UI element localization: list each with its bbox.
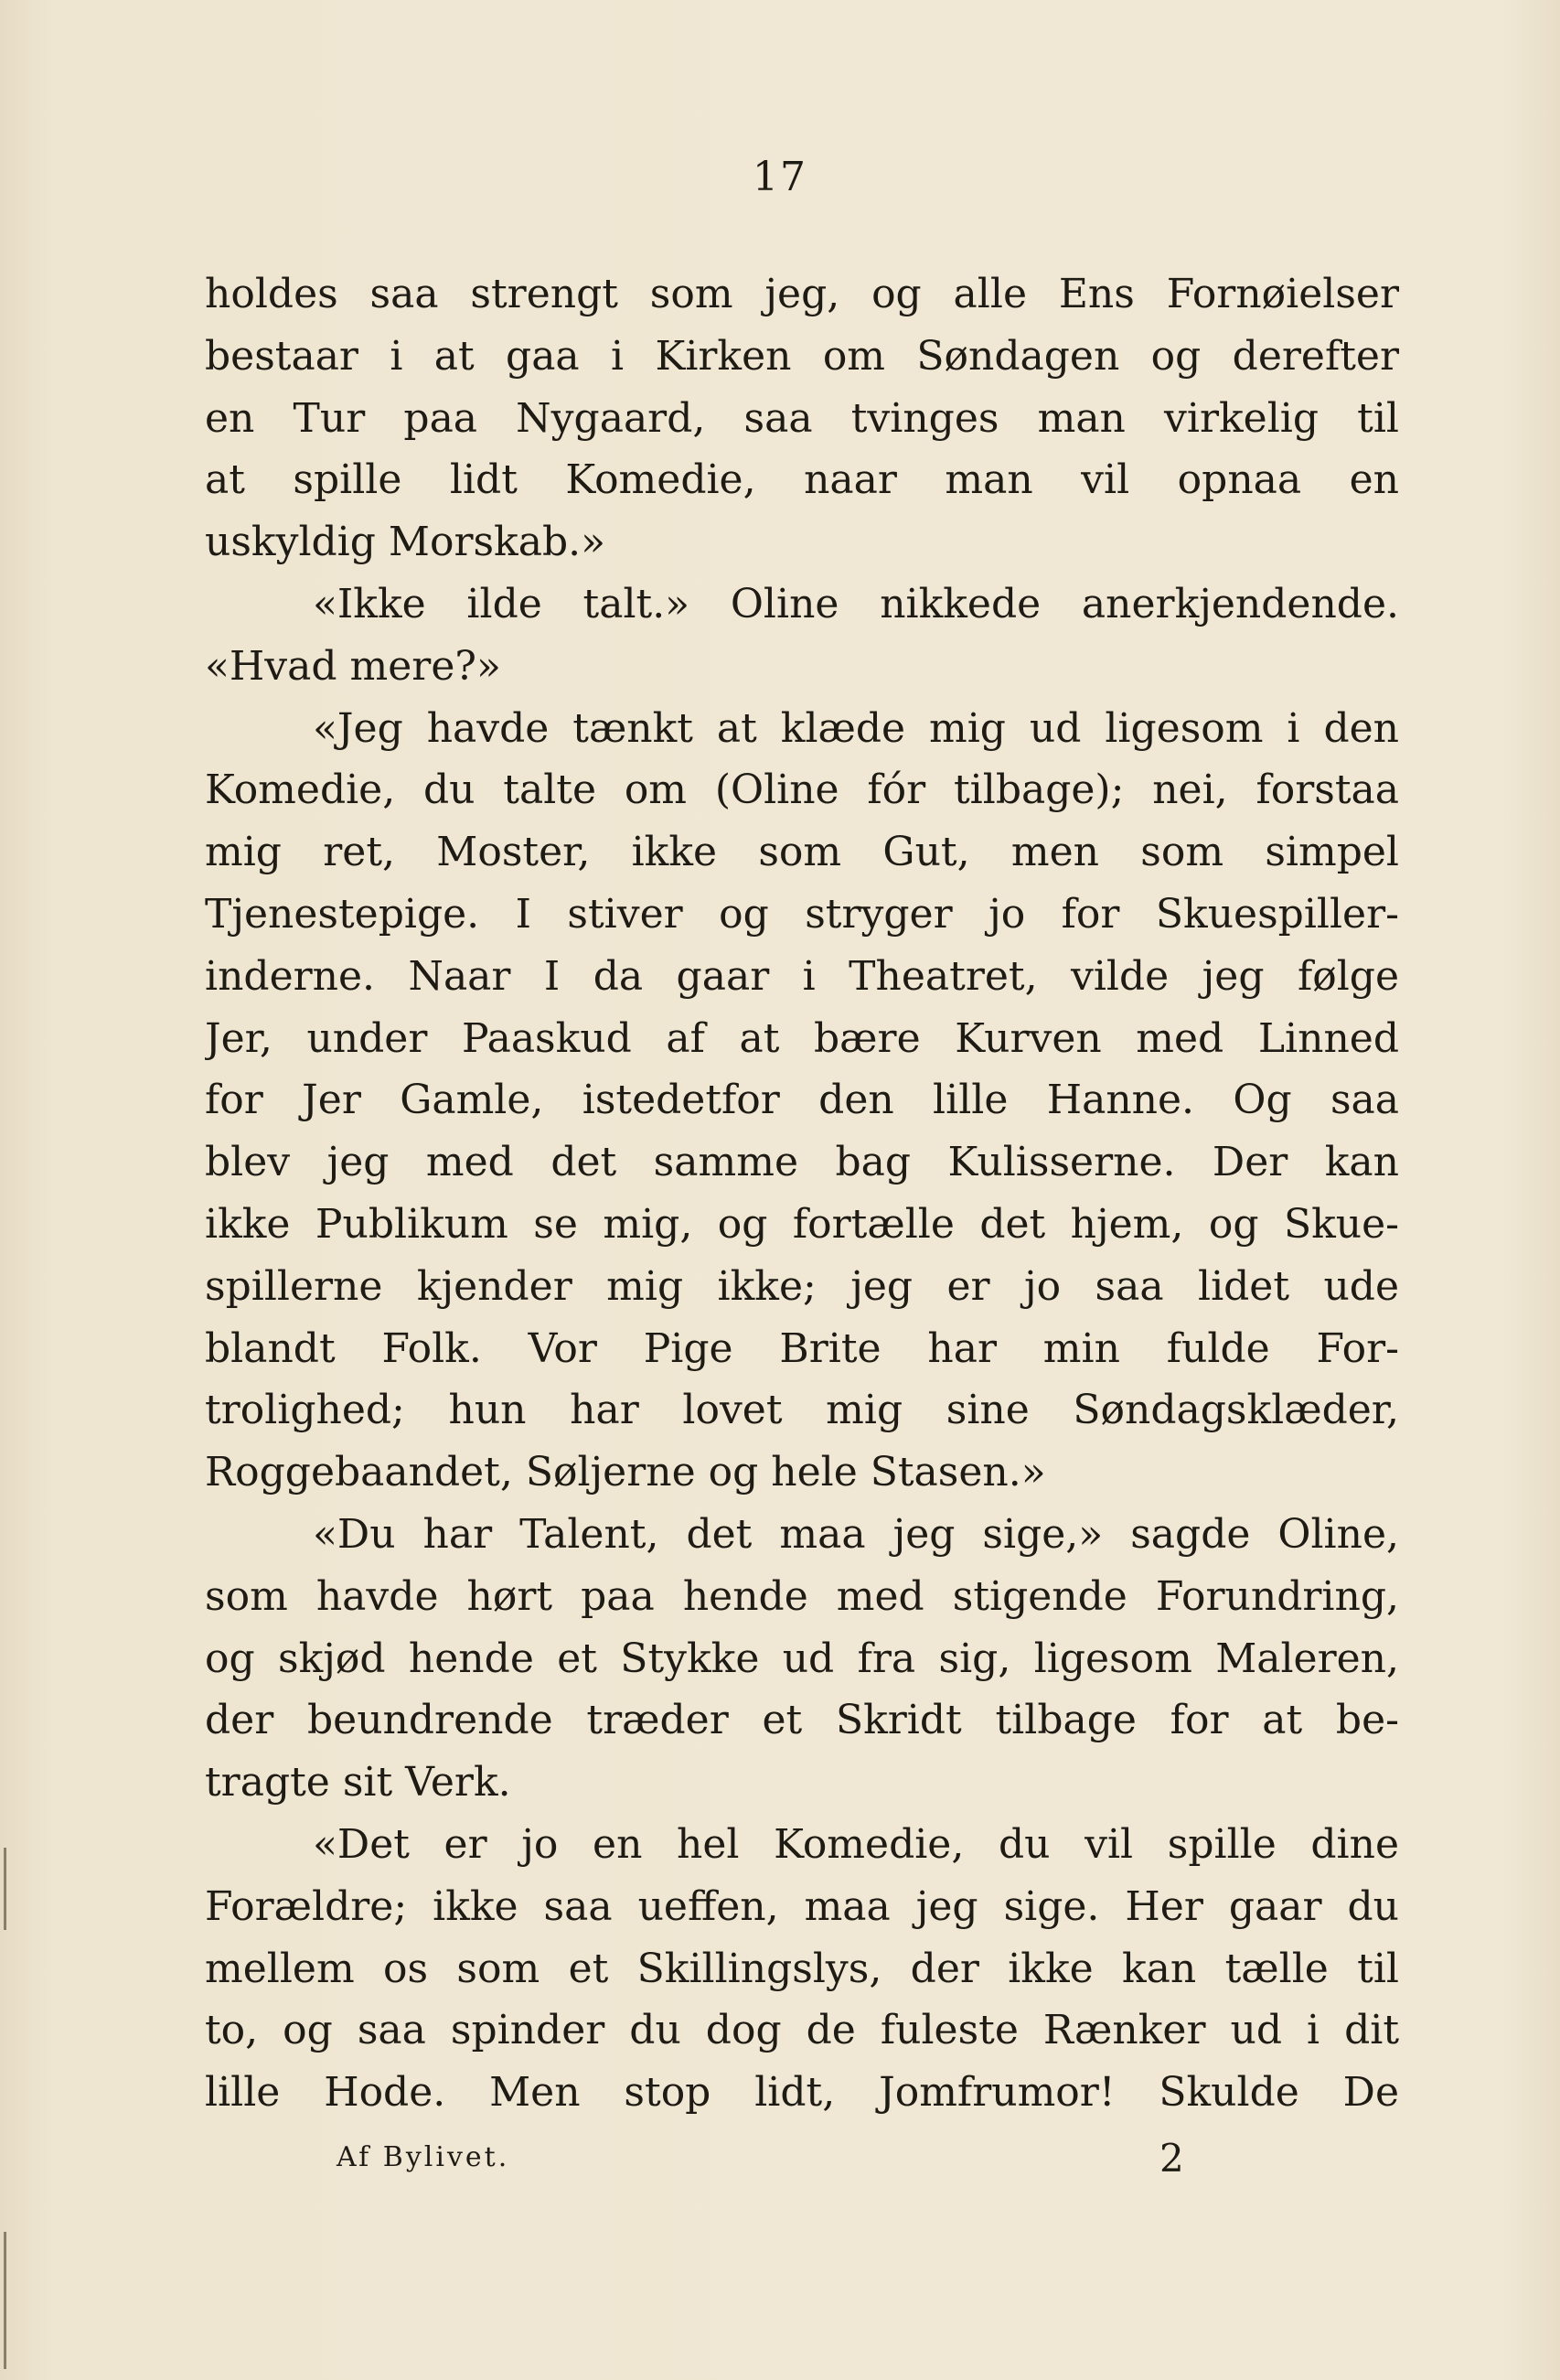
- text-line: som havde hørt paa hende med stigende Forundring,: [205, 1572, 1399, 1620]
- text-line: lille Hode. Men stop lidt, Jomfrumor! Skulde De: [205, 2069, 1399, 2117]
- text-line: holdes saa strengt som jeg, og alle Ens Fornøielser: [205, 271, 1399, 317]
- text-line: Roggebaandet, Søljerne og hele Stasen.»: [205, 1449, 1046, 1496]
- text-line: inderne. Naar I da gaar i Theatret, vilde jeg følge: [205, 952, 1399, 1000]
- text-line: «Hvad mere?»: [205, 642, 501, 690]
- text-line: tragte sit Verk.: [205, 1759, 511, 1806]
- text-line: «Ikke ilde talt.» Oline nikkede anerkjendende.: [313, 580, 1399, 627]
- page-footer: [0, 2136, 1560, 2191]
- text-line: «Du har Talent, det maa jeg sige,» sagde Oline,: [313, 1510, 1399, 1558]
- page-number: 17: [753, 154, 807, 200]
- sheet-number: 2: [1159, 2136, 1184, 2181]
- text-line: Tjenestepige. I stiver og stryger jo for Skuespiller-: [205, 890, 1399, 938]
- text-line: en Tur paa Nygaard, saa tvinges man virkelig til: [205, 394, 1399, 442]
- text-line: Jer, under Paaskud af at bære Kurven med Linned: [205, 1014, 1399, 1062]
- text-line: blev jeg med det samme bag Kulisserne. Der kan: [205, 1139, 1399, 1186]
- text-line: «Jeg havde tænkt at klæde mig ud ligesom i den: [313, 704, 1399, 752]
- text-line: der beundrende træder et Skridt tilbage for at be-: [205, 1697, 1399, 1744]
- text-line: Komedie, du talte om (Oline fór tilbage); nei, forstaa: [205, 767, 1399, 814]
- text-line: uskyldig Morskab.»: [205, 519, 606, 566]
- text-line: trolighed; hun har lovet mig sine Søndagsklæder,: [205, 1387, 1399, 1434]
- page-edge-mark: [4, 1848, 6, 1930]
- text-line: og skjød hende et Stykke ud fra sig, ligesom Maleren,: [205, 1635, 1399, 1682]
- text-line: blandt Folk. Vor Pige Brite har min fulde For-: [205, 1324, 1399, 1372]
- text-line: ikke Publikum se mig, og fortælle det hjem, og Skue-: [205, 1200, 1399, 1248]
- text-line: Forældre; ikke saa ueffen, maa jeg sige. Her gaar du: [205, 1882, 1399, 1930]
- text-line: mig ret, Moster, ikke som Gut, men som simpel: [205, 829, 1399, 876]
- text-line: to, og saa spinder du dog de fuleste Rænker ud i dit: [205, 2007, 1399, 2054]
- text-line: for Jer Gamle, istedetfor den lille Hanne. Og saa: [205, 1077, 1399, 1124]
- text-line: at spille lidt Komedie, naar man vil opnaa en: [205, 456, 1399, 504]
- body-text: [205, 263, 1399, 2124]
- text-line: mellem os som et Skillingslys, der ikke kan tælle til: [205, 1945, 1399, 1992]
- text-line: «Det er jo en hel Komedie, du vil spille dine: [313, 1820, 1399, 1868]
- signature-mark: Af Bylivet.: [337, 2141, 510, 2173]
- page-edge-mark: [4, 2232, 6, 2369]
- text-line: spillerne kjender mig ikke; jeg er jo saa lidet ude: [205, 1262, 1399, 1310]
- text-line: bestaar i at gaa i Kirken om Søndagen og derefter: [205, 332, 1399, 380]
